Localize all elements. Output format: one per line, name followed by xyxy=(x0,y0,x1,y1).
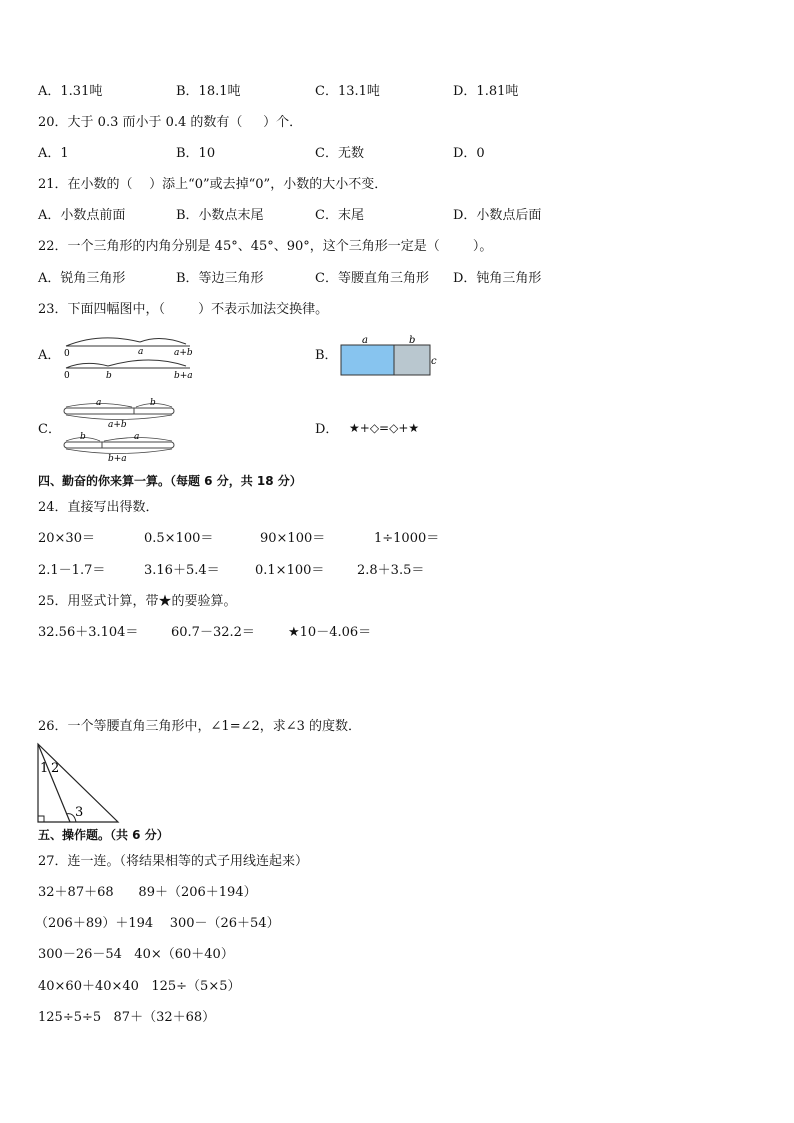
section-5-title: 五、操作题。（共 6 分） xyxy=(38,828,169,842)
q24-r1-c3: 90×100＝ xyxy=(260,531,326,546)
q23-b-label-b: b xyxy=(409,335,416,346)
q23-c-label-ba: b+a xyxy=(108,454,127,464)
q26-stem: 26．一个等腰直角三角形中，∠1=∠2，求∠3 的度数． xyxy=(38,719,362,734)
q20-stem: 20．大于 0.3 而小于 0.4 的数有（ ）个． xyxy=(38,115,303,130)
q23-c-label-a2: a xyxy=(134,432,140,442)
q26-angle-3-label: 3 xyxy=(75,805,84,820)
q24-r2-c3: 0.1×100＝ xyxy=(255,563,325,578)
q26-triangle-figure xyxy=(36,742,126,826)
q23-b-label-c: c xyxy=(431,356,437,367)
q21-option-b: B．小数点末尾 xyxy=(176,208,264,223)
q19-option-b: B．18.1吨 xyxy=(176,84,241,99)
q22-stem: 22．一个三角形的内角分别是 45°、45°、90°，这个三角形一定是（ ）。 xyxy=(38,239,493,254)
q24-r1-c4: 1÷1000＝ xyxy=(374,531,440,546)
q20-option-c: C．无数 xyxy=(315,146,364,161)
q27-row-5: 125÷5÷5 87＋（32＋68） xyxy=(38,1010,216,1025)
q24-r2-c4: 2.8＋3.5＝ xyxy=(357,563,425,578)
q23-c-label-b2: b xyxy=(80,432,86,442)
q23-a-label-b: b xyxy=(106,371,112,381)
q23-c-label-b1: b xyxy=(150,398,156,408)
q25-item-2: 60.7－32.2＝ xyxy=(171,625,255,640)
q27-row-2: （206＋89）＋194 300－（26＋54） xyxy=(35,916,280,931)
q27-row-1: 32＋87＋68 89＋（206＋194） xyxy=(38,885,257,900)
q21-stem: 21．在小数的（ ）添上“0”或去掉“0”，小数的大小不变． xyxy=(38,177,388,192)
q19-option-d: D．1.81吨 xyxy=(453,84,519,99)
q25-item-3: ★10－4.06＝ xyxy=(288,625,372,640)
q23-figure-b-rectangle xyxy=(340,334,440,378)
q20-option-a: A．1 xyxy=(38,146,69,161)
q22-option-b: B．等边三角形 xyxy=(176,271,264,286)
q23-b-rect-a xyxy=(341,345,394,375)
q20-option-b: B．10 xyxy=(176,146,216,161)
q23-option-d-label: D． xyxy=(315,422,339,437)
q23-b-rect-b xyxy=(394,345,430,375)
q23-option-b-label: B． xyxy=(315,348,338,363)
q26-angle-2-label: 2 xyxy=(51,761,60,776)
q24-r1-c1: 20×30＝ xyxy=(38,531,95,546)
q21-option-a: A．小数点前面 xyxy=(38,208,126,223)
q21-option-d: D．小数点后面 xyxy=(453,208,542,223)
q23-figure-d-expression: ★+◇=◇+★ xyxy=(349,421,420,435)
q24-r2-c2: 3.16＋5.4＝ xyxy=(144,563,220,578)
q19-option-c: C．13.1吨 xyxy=(315,84,380,99)
q25-stem: 25．用竖式计算，带★的要验算。 xyxy=(38,594,237,609)
q24-stem: 24．直接写出得数． xyxy=(38,500,159,515)
q20-option-d: D．0 xyxy=(453,146,485,161)
q27-row-4: 40×60＋40×40 125÷（5×5） xyxy=(38,979,241,994)
q23-option-a-label: A． xyxy=(38,348,61,363)
q24-r2-c1: 2.1－1.7＝ xyxy=(38,563,106,578)
q23-figure-c-bars xyxy=(62,396,178,462)
section-4-title: 四、勤奋的你来算一算。（每题 6 分，共 18 分） xyxy=(38,474,302,488)
q19-option-a: A．1.31吨 xyxy=(38,84,103,99)
q23-stem: 23．下面四幅图中，（ ）不表示加法交换律。 xyxy=(38,302,329,317)
q22-option-c: C．等腰直角三角形 xyxy=(315,271,429,286)
q23-a-zero-2: 0 xyxy=(64,371,70,381)
q27-row-3: 300－26－54 40×（60＋40） xyxy=(38,947,234,962)
q27-stem: 27．连一连。（将结果相等的式子用线连起来） xyxy=(38,854,309,869)
q22-option-a: A．锐角三角形 xyxy=(38,271,126,286)
q26-angle-1-label: 1 xyxy=(40,761,49,776)
q23-a-label-a: a xyxy=(138,347,144,357)
q23-a-zero-1: 0 xyxy=(64,349,70,359)
q24-r1-c2: 0.5×100＝ xyxy=(144,531,214,546)
q25-item-1: 32.56＋3.104＝ xyxy=(38,625,139,640)
q22-option-d: D．钝角三角形 xyxy=(453,271,542,286)
q23-figure-a-number-line xyxy=(60,332,200,380)
q23-b-label-a: a xyxy=(362,335,368,346)
q23-c-label-ab: a+b xyxy=(108,420,127,430)
q23-option-c-label: C． xyxy=(38,422,61,437)
q23-a-label-ba: b+a xyxy=(174,371,193,381)
q23-a-label-ab: a+b xyxy=(174,348,193,358)
q21-option-c: C．末尾 xyxy=(315,208,364,223)
q23-c-label-a1: a xyxy=(96,398,102,408)
